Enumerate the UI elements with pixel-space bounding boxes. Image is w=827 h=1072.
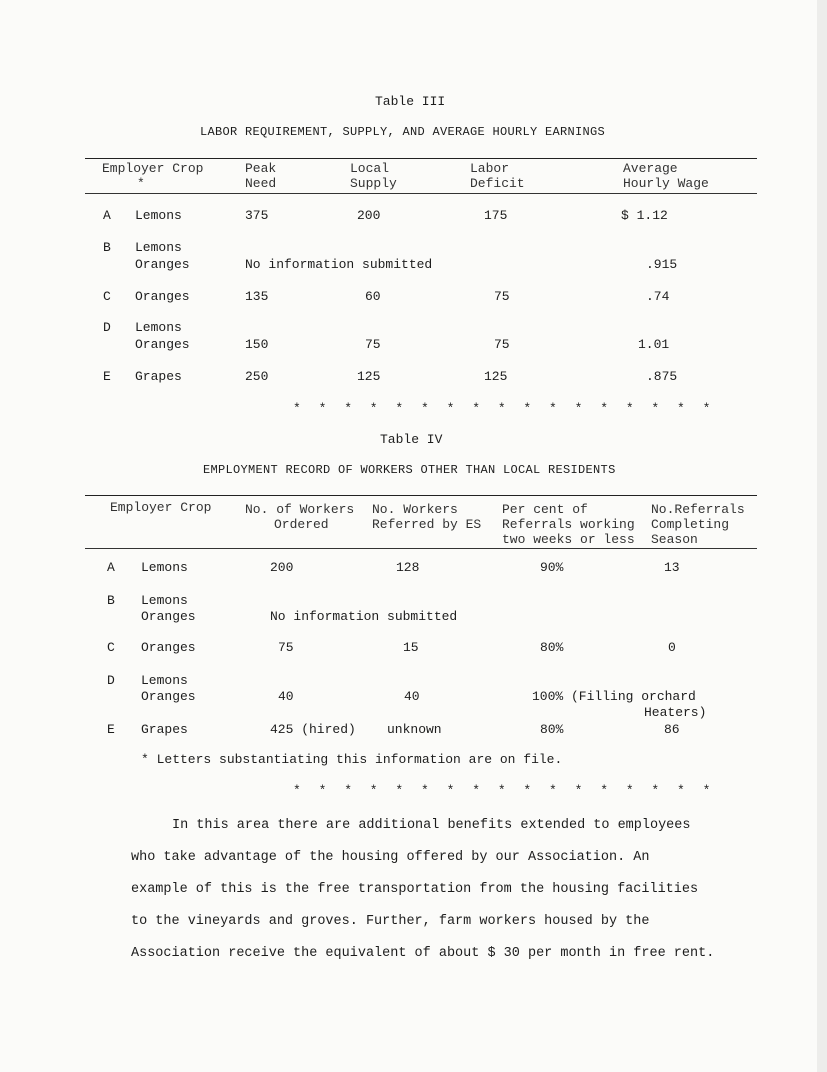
row-crop: Lemons — [141, 593, 188, 608]
row-workers-referred: 40 — [404, 689, 420, 704]
row-crop: Grapes — [141, 722, 188, 737]
row-crop: Grapes — [135, 369, 182, 384]
row-percent-two-weeks: 100% (Filling orchard — [532, 689, 696, 704]
header-labor-line2: Deficit — [470, 176, 525, 191]
row-local-supply: 75 — [365, 337, 381, 352]
row-workers-ordered: 40 — [278, 689, 294, 704]
row-local-supply: 200 — [357, 208, 381, 223]
header-peak-line2: Need — [245, 176, 277, 191]
row-crop-second: Oranges — [135, 257, 190, 272]
header-footnote-mark: * — [137, 176, 145, 191]
header-labor-line1: Labor — [470, 161, 510, 176]
row-letter: C — [103, 289, 111, 304]
row-percent-note: Heaters) — [644, 705, 707, 720]
row-crop-second: Oranges — [141, 689, 196, 704]
header-pct-line1: Per cent of — [502, 502, 588, 517]
row-letter: D — [107, 673, 115, 688]
paragraph-line: who take advantage of the housing offered by our Association. An — [131, 850, 650, 865]
row-workers-ordered: 75 — [278, 640, 294, 655]
header-referred-line1: No. Workers — [372, 502, 458, 517]
row-hourly-wage: .915 — [646, 257, 678, 272]
table3-header-rule — [85, 193, 757, 194]
row-labor-deficit: 75 — [494, 337, 510, 352]
row-crop: Oranges — [135, 289, 190, 304]
table3-label: Table III — [375, 94, 446, 109]
row-workers-referred: 128 — [396, 560, 420, 575]
footnote: * Letters substantiating this information are on file. — [141, 752, 563, 767]
header-completing-line3: Season — [651, 532, 698, 547]
row-labor-deficit: 175 — [484, 208, 508, 223]
header-local-line1: Local — [350, 161, 390, 176]
row-workers-ordered: 200 — [270, 560, 294, 575]
header-employer-crop: Employer Crop — [110, 500, 212, 515]
header-pct-line2: Referrals working — [502, 517, 635, 532]
row-local-supply: 125 — [357, 369, 381, 384]
row-letter: C — [107, 640, 115, 655]
header-completing-line2: Completing — [651, 517, 730, 532]
paragraph-line: example of this is the free transportation from the housing facilities — [131, 882, 699, 897]
row-percent-two-weeks: 80% — [540, 722, 564, 737]
row-letter: B — [103, 240, 111, 255]
row-peak-need: 135 — [245, 289, 269, 304]
row-referrals-completing: 0 — [668, 640, 676, 655]
row-letter: A — [107, 560, 115, 575]
row-crop: Lemons — [141, 673, 188, 688]
row-referrals-completing: 13 — [664, 560, 680, 575]
row-peak-need: 150 — [245, 337, 269, 352]
row-hourly-wage: 1.01 — [638, 337, 670, 352]
paragraph-line: Association receive the equivalent of about $ 30 per month in free rent. — [131, 946, 715, 961]
header-ordered-line1: No. of Workers — [245, 502, 355, 517]
row-letter: B — [107, 593, 115, 608]
row-referrals-completing: 86 — [664, 722, 680, 737]
header-pct-line3: two weeks or less — [502, 532, 635, 547]
paragraph-line: In this area there are additional benefits extended to employees — [172, 818, 691, 833]
table3-top-rule — [85, 158, 757, 159]
row-crop-second: Oranges — [135, 337, 190, 352]
header-completing-line1: No.Referrals — [651, 502, 745, 517]
row-workers-referred: 15 — [403, 640, 419, 655]
row-labor-deficit: 75 — [494, 289, 510, 304]
separator-stars-2: * * * * * * * * * * * * * * * * * — [293, 783, 716, 798]
row-local-supply: 60 — [365, 289, 381, 304]
row-crop-second: Oranges — [141, 609, 196, 624]
row-workers-ordered: 425 (hired) — [270, 722, 356, 737]
row-workers-referred: unknown — [387, 722, 442, 737]
row-hourly-wage: .74 — [646, 289, 670, 304]
row-letter: E — [107, 722, 115, 737]
table4-header-rule — [85, 548, 757, 549]
header-wage-line2: Hourly Wage — [623, 176, 709, 191]
row-peak-need: 250 — [245, 369, 269, 384]
table3-caption: LABOR REQUIREMENT, SUPPLY, AND AVERAGE HOURLY EARNINGS — [200, 125, 606, 139]
row-no-info-note: No information submitted — [270, 609, 458, 624]
row-no-info-note: No information submitted — [245, 257, 433, 272]
row-percent-two-weeks: 80% — [540, 640, 564, 655]
row-letter: A — [103, 208, 111, 223]
row-crop: Oranges — [141, 640, 196, 655]
row-crop: Lemons — [135, 208, 182, 223]
paragraph-line: to the vineyards and groves. Further, farm workers housed by the — [131, 914, 650, 929]
row-peak-need: 375 — [245, 208, 269, 223]
table4-top-rule — [85, 495, 757, 496]
row-letter: E — [103, 369, 111, 384]
scan-edge-shadow — [817, 0, 827, 1072]
row-crop: Lemons — [141, 560, 188, 575]
row-percent-two-weeks: 90% — [540, 560, 564, 575]
separator-stars: * * * * * * * * * * * * * * * * * — [293, 401, 716, 416]
row-hourly-wage: .875 — [646, 369, 678, 384]
header-referred-line2: Referred by ES — [372, 517, 482, 532]
table4-label: Table IV — [380, 432, 443, 447]
header-local-line2: Supply — [350, 176, 397, 191]
row-crop: Lemons — [135, 320, 182, 335]
row-hourly-wage: $ 1.12 — [621, 208, 668, 223]
row-crop: Lemons — [135, 240, 182, 255]
row-letter: D — [103, 320, 111, 335]
header-ordered-line2: Ordered — [274, 517, 329, 532]
header-employer-crop: Employer Crop — [102, 161, 204, 176]
row-labor-deficit: 125 — [484, 369, 508, 384]
table4-caption: EMPLOYMENT RECORD OF WORKERS OTHER THAN LOCAL RESIDENTS — [203, 463, 616, 477]
header-peak-line1: Peak — [245, 161, 277, 176]
header-wage-line1: Average — [623, 161, 678, 176]
